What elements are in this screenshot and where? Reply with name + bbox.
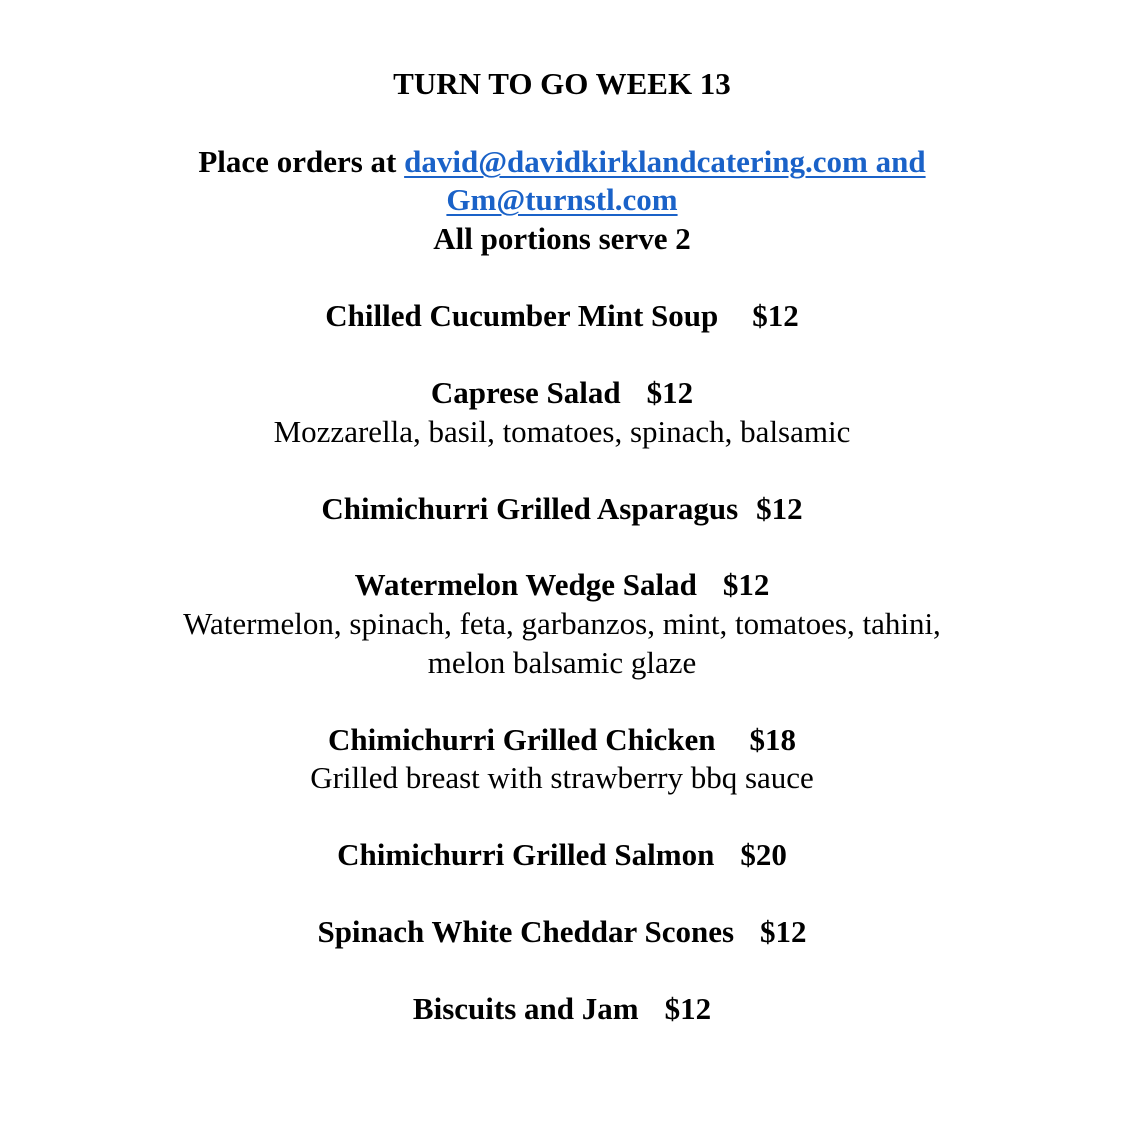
menu-item-cucumber-soup [0,297,1124,335]
menu-item-grilled-asparagus [0,490,1124,528]
menu-item-biscuits-jam [0,990,1124,1028]
order-email-link-2[interactable]: Gm@turnstl.com [446,182,678,217]
item-price: $12 [756,491,803,526]
item-price: $20 [740,837,787,872]
item-price: $12 [760,914,807,949]
menu-item-caprese-salad [0,374,1124,412]
item-name: Spinach White Cheddar Scones [317,914,735,949]
order-instructions-line-2 [0,181,1124,219]
item-price: $12 [752,298,799,333]
menu-item-watermelon-salad [0,566,1124,604]
order-email-link-1[interactable]: david@davidkirklandcatering.com and [404,144,926,179]
item-name: Chilled Cucumber Mint Soup [325,298,719,333]
portions-note: All portions serve 2 [433,221,691,256]
item-description: Mozzarella, basil, tomatoes, spinach, balsamic [273,414,851,449]
item-description: Grilled breast with strawberry bbq sauce [310,760,814,795]
order-instructions [0,143,1124,181]
menu-item-grilled-salmon [0,836,1124,874]
menu-item-cheddar-scones [0,913,1124,951]
item-description-line-2: melon balsamic glaze [427,645,697,680]
item-name: Caprese Salad [430,375,621,410]
menu-item-grilled-chicken [0,721,1124,759]
item-name: Chimichurri Grilled Salmon [337,837,715,872]
item-name: Chimichurri Grilled Asparagus [321,491,739,526]
menu-title: TURN TO GO WEEK 13 [393,66,731,101]
item-price: $12 [646,375,694,410]
item-price: $18 [749,722,796,757]
item-price: $12 [664,991,712,1026]
item-name: Biscuits and Jam [412,991,639,1026]
item-price: $12 [722,567,770,602]
item-name: Watermelon Wedge Salad [354,567,697,602]
item-name: Chimichurri Grilled Chicken [328,722,716,757]
item-description-line-1: Watermelon, spinach, feta, garbanzos, mint, tomatoes, tahini, [183,606,941,641]
order-prefix: Place orders at [198,144,405,179]
